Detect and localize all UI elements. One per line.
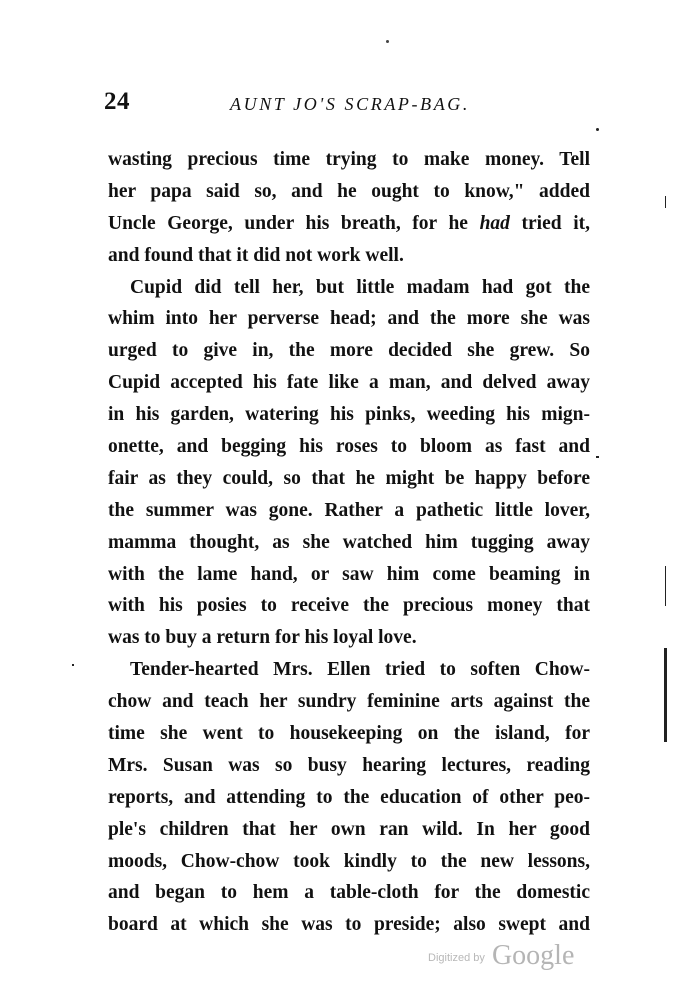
text-line: and began to hem a table-cloth for the domestic — [108, 882, 590, 904]
text-line: urged to give in, the more decided she grew. So — [108, 340, 590, 362]
text-line: chow and teach her sundry feminine arts against the — [108, 691, 590, 713]
digitized-watermark — [428, 940, 574, 980]
text-line: in his garden, watering his pinks, weeding his mign- — [108, 404, 590, 426]
text-line: moods, Chow-chow took kindly to the new lessons, — [108, 850, 590, 872]
scan-artifact — [665, 566, 666, 606]
text-line: Tender-hearted Mrs. Ellen tried to soften Chow- — [130, 659, 590, 681]
text-line: board at which she was to preside; also swept and — [108, 914, 590, 936]
print-speck — [386, 40, 389, 43]
running-head: AUNT JO'S SCRAP-BAG. — [230, 94, 470, 114]
page-header — [104, 88, 604, 124]
scan-artifact — [596, 456, 599, 458]
text-line: mamma thought, as she watched him tugging away — [108, 531, 590, 553]
text-line: whim into her perverse head; and the more she was — [108, 308, 590, 330]
text-line: with his posies to receive the precious money that — [108, 595, 590, 617]
text-line: Mrs. Susan was so busy hearing lectures, reading — [108, 754, 590, 776]
text-line: onette, and begging his roses to bloom as fast and — [108, 436, 590, 458]
text-line: and found that it did not work well. — [108, 244, 404, 266]
text-line: Cupid did tell her, but little madam had got the — [130, 276, 590, 298]
scan-artifact — [665, 196, 666, 208]
text-line: the summer was gone. Rather a pathetic little lover, — [108, 499, 590, 521]
text-line: Cupid accepted his fate like a man, and delved away — [108, 372, 590, 394]
page-number: 24 — [104, 88, 130, 115]
text-line: reports, and attending to the education of other peo- — [108, 786, 590, 808]
text-line: wasting precious time trying to make money. Tell — [108, 149, 590, 170]
text-line: ple's children that her own ran wild. In her good — [108, 818, 590, 840]
emphasized-word: had — [479, 212, 510, 234]
watermark-prefix: Digitized by — [428, 952, 485, 964]
text-line: was to buy a return for his loyal love. — [108, 627, 417, 649]
body-text — [108, 144, 590, 941]
text-line: with the lame hand, or saw him come beaming in — [108, 563, 590, 585]
text-line: fair as they could, so that he might be happy before — [108, 467, 590, 489]
text-line: her papa said so, and he ought to know," added — [108, 180, 590, 202]
google-logo: Google — [491, 940, 575, 971]
text-line: time she went to housekeeping on the island, for — [108, 723, 590, 745]
scan-artifact — [596, 128, 599, 131]
scan-artifact — [72, 664, 74, 666]
scan-artifact — [664, 648, 667, 742]
text-line: Uncle George, under his breath, for he had tried it, — [108, 212, 590, 234]
